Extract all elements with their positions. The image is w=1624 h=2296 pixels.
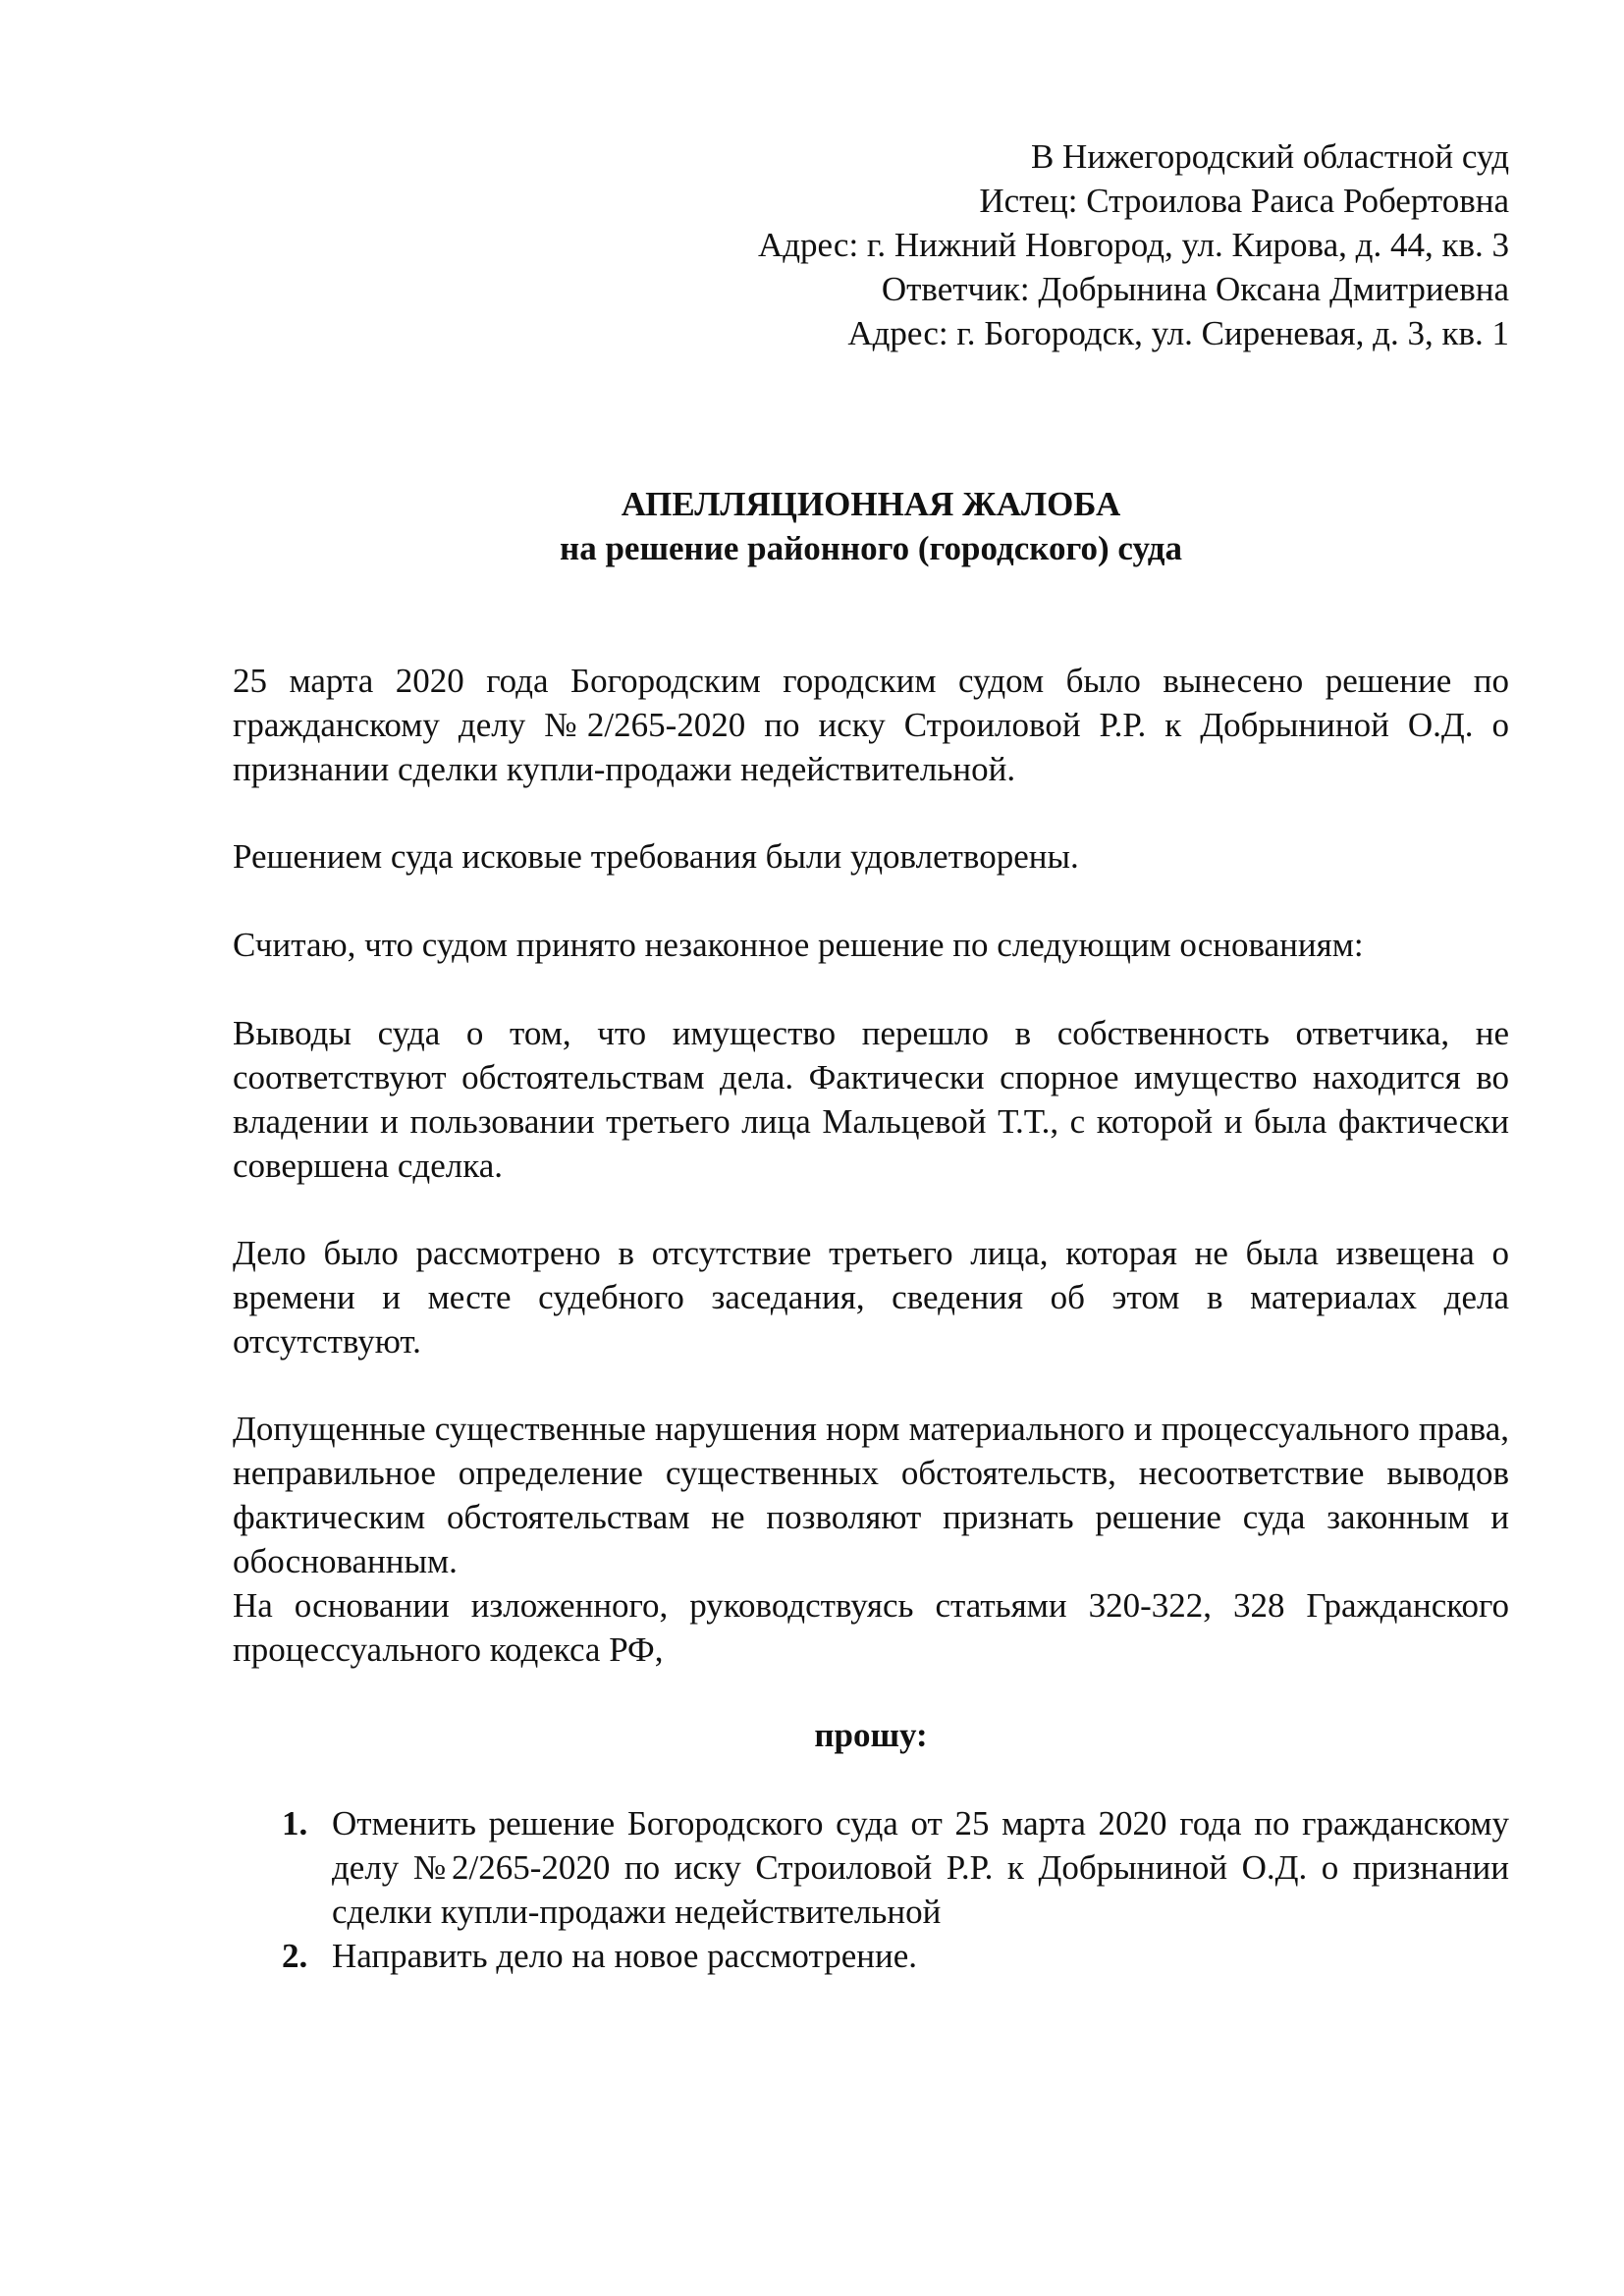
paragraph-legal-basis: На основании изложенного, руководствуясь статьями 320-322, 328 Гражданского процессуального кодекса РФ, [233,1586,1509,1669]
list-item-number: 2. [282,1937,308,1975]
paragraph-grounds-intro: Считаю, что судом принято незаконное решение по следующим основаниям: [233,926,1364,964]
addressee-block [429,134,1509,355]
document-title [233,482,1509,570]
list-item-number: 1. [282,1804,308,1842]
paragraph-violations: Допущенные существенные нарушения норм материального и процессуального права, неправильное определение существенных обстоятельств, несоответствие выводов фактическим обстоятельствам не позволяют признать решение суда законным и обоснованным. [233,1410,1509,1580]
paragraph-decision: 25 марта 2020 года Богородским городским судом было вынесено решение по гражданскому делу №2/265-2020 по иску Строиловой Р.Р. к Добрыниной О.Д. о признании сделки купли-продажи недействительной. [233,662,1509,788]
paragraph-claims-satisfied: Решением суда исковые требования были удовлетворены. [233,837,1079,876]
paragraph-ground-property: Выводы суда о том, что имущество перешло в собственность ответчика, не соответствуют обстоятельствам дела. Фактически спорное имущество находится во владении и пользовании третьего лица Мальцевой Т.Т., с которой и была фактически совершена сделка. [233,1014,1509,1185]
plaintiff-address: Адрес: г. Нижний Новгород, ул. Кирова, д. 44, кв. 3 [757,226,1509,264]
defendant-name: Ответчик: Добрынина Оксана Дмитриевна [881,270,1509,308]
plaintiff-name: Истец: Строилова Раиса Робертовна [979,182,1509,220]
title-main: АПЕЛЛЯЦИОННАЯ ЖАЛОБА [621,485,1121,523]
defendant-address: Адрес: г. Богородск, ул. Сиреневая, д. 3, кв. 1 [847,314,1509,352]
title-sub: на решение районного (городского) суда [560,529,1182,567]
list-item-text: Отменить решение Богородского суда от 25 марта 2020 года по гражданскому делу №2/265-2020 по иску Строиловой Р.Р. к Добрыниной О.Д. о признании сделки купли-продажи недействительной [332,1804,1509,1931]
court-name: В Нижегородский областной суд [1030,137,1509,176]
list-item-text: Направить дело на новое рассмотрение. [332,1937,917,1975]
paragraph-ground-third-party: Дело было рассмотрено в отсутствие третьего лица, которая не была извещена о времени и месте судебного заседания, сведения об этом в материалах дела отсутствуют. [233,1234,1509,1361]
list-item [233,1934,1509,1978]
request-heading: прошу: [814,1716,928,1754]
request-list [233,1801,1509,1978]
list-item [233,1801,1509,1934]
